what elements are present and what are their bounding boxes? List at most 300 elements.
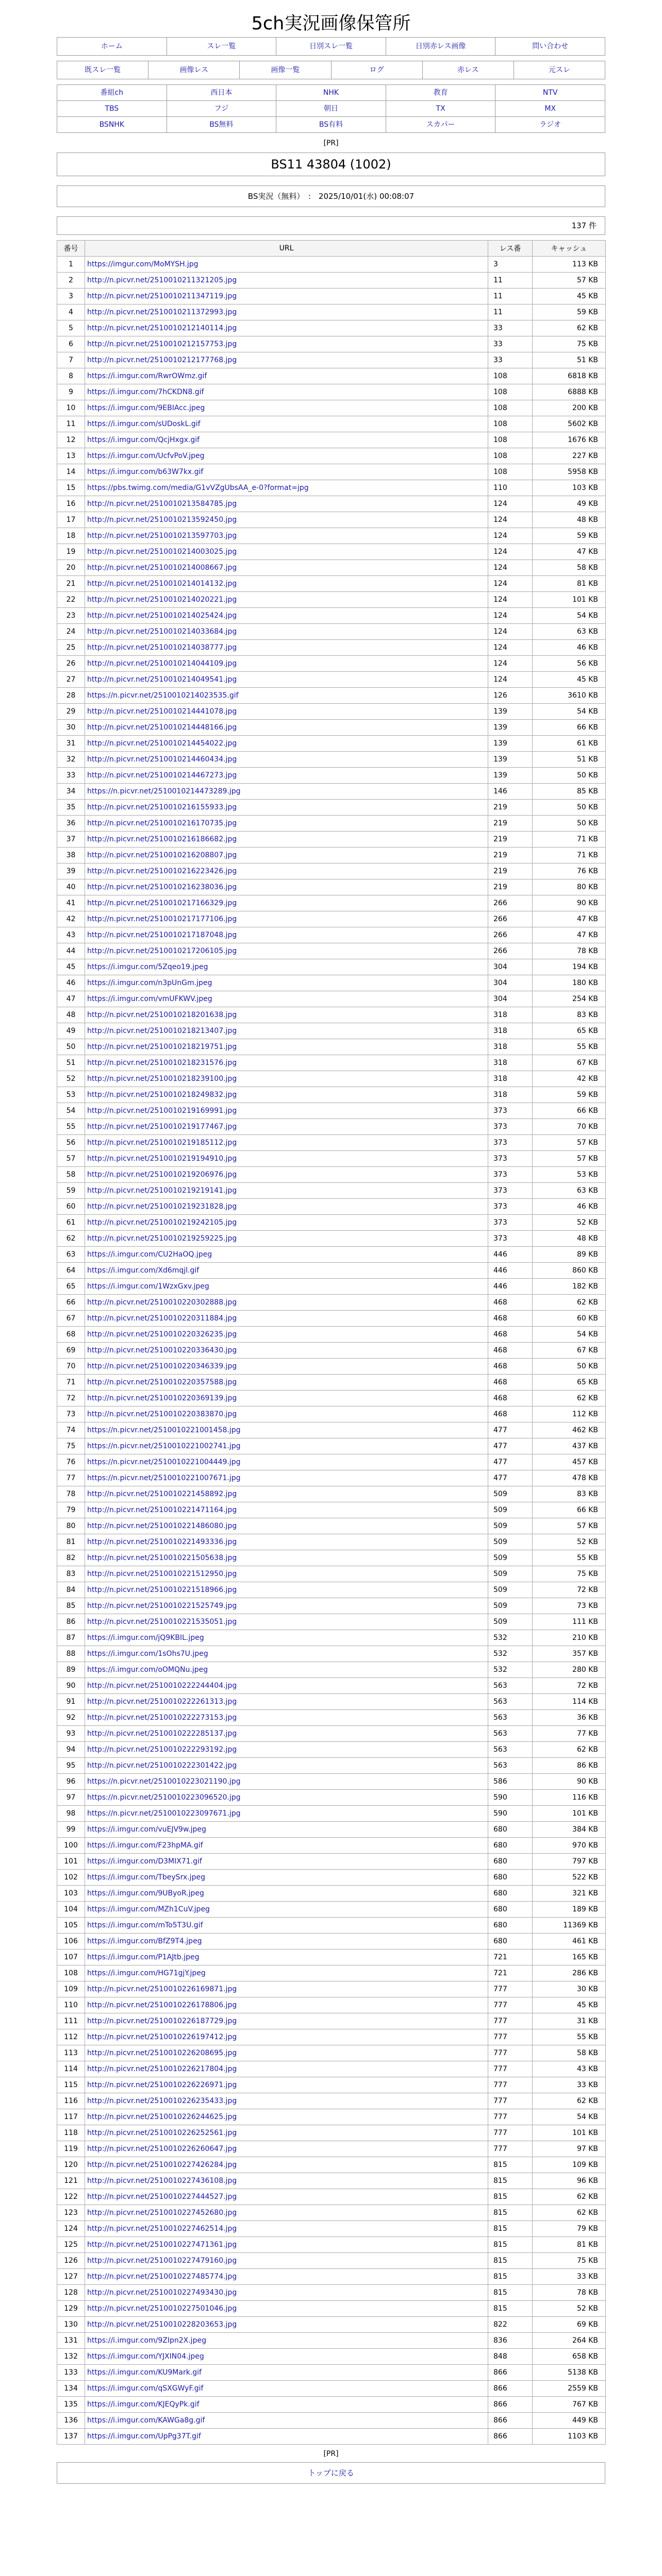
image-url-link[interactable]: https://n.picvr.net/2510010214473289.jpg bbox=[87, 787, 241, 795]
station-link[interactable]: BSNHK bbox=[57, 117, 167, 133]
image-url-link[interactable]: http://n.picvr.net/2510010219259225.jpg bbox=[87, 1234, 237, 1243]
image-url-link[interactable]: http://n.picvr.net/2510010227501046.jpg bbox=[87, 2304, 237, 2313]
row-cache-size: 78 KB bbox=[533, 943, 606, 959]
station-link[interactable]: フジ bbox=[167, 101, 277, 117]
image-url-link[interactable]: http://n.picvr.net/2510010217177106.jpg bbox=[87, 915, 237, 923]
image-url-link[interactable]: https://i.imgur.com/UpPg37T.gif bbox=[87, 2432, 201, 2441]
table-row bbox=[57, 592, 606, 608]
nav-contact[interactable]: 問い合わせ bbox=[495, 38, 605, 56]
table-row bbox=[57, 1167, 606, 1183]
station-link[interactable]: ラジオ bbox=[495, 117, 605, 133]
row-cache-size: 55 KB bbox=[533, 1550, 606, 1566]
image-url-link[interactable]: http://n.picvr.net/2510010227493430.jpg bbox=[87, 2289, 237, 2297]
image-url-link[interactable]: http://n.picvr.net/2510010227479160.jpg bbox=[87, 2257, 237, 2265]
image-url-link[interactable]: http://n.picvr.net/2510010222273153.jpg bbox=[87, 1714, 237, 1722]
image-url-link[interactable]: https://n.picvr.net/2510010214023535.gif bbox=[87, 691, 239, 700]
image-url-link[interactable]: http://n.picvr.net/2510010213592450.jpg bbox=[87, 516, 237, 524]
row-url-cell bbox=[85, 959, 488, 975]
image-url-link[interactable]: http://n.picvr.net/2510010214044109.jpg bbox=[87, 659, 237, 668]
image-url-link[interactable]: http://n.picvr.net/2510010226235433.jpg bbox=[87, 2097, 237, 2105]
row-res-number: 822 bbox=[488, 2317, 533, 2333]
image-url-link[interactable]: http://n.picvr.net/2510010211347119.jpg bbox=[87, 292, 237, 300]
row-res-number: 124 bbox=[488, 544, 533, 560]
row-url-cell bbox=[85, 1822, 488, 1838]
image-url-link[interactable]: http://n.picvr.net/2510010221458892.jpg bbox=[87, 1490, 237, 1498]
image-url-link[interactable]: http://n.picvr.net/2510010220383870.jpg bbox=[87, 1410, 237, 1418]
image-url-link[interactable]: https://i.imgur.com/KAWGa8g.gif bbox=[87, 2416, 205, 2425]
station-link[interactable]: MX bbox=[495, 101, 605, 117]
nav-past-threads[interactable]: 既スレ一覧 bbox=[57, 61, 148, 79]
station-link[interactable]: 番組ch bbox=[57, 85, 167, 101]
image-url-link[interactable]: https://i.imgur.com/7hCKDN8.gif bbox=[87, 388, 204, 396]
image-url-link[interactable]: http://n.picvr.net/2510010221512950.jpg bbox=[87, 1570, 237, 1578]
image-url-link[interactable]: http://n.picvr.net/2510010221505638.jpg bbox=[87, 1554, 237, 1562]
secondary-nav bbox=[57, 61, 605, 79]
row-url-cell bbox=[85, 768, 488, 784]
row-res-number: 219 bbox=[488, 863, 533, 879]
image-url-link[interactable]: https://i.imgur.com/vuEJV9w.jpeg bbox=[87, 1825, 206, 1834]
nav-daily-thread-list[interactable]: 日別スレ一覧 bbox=[276, 38, 386, 56]
row-res-number: 318 bbox=[488, 1087, 533, 1103]
row-res-number: 139 bbox=[488, 720, 533, 736]
image-url-link[interactable]: http://n.picvr.net/2510010219231828.jpg bbox=[87, 1202, 237, 1211]
row-url-cell bbox=[85, 1886, 488, 1902]
image-url-link[interactable]: https://i.imgur.com/9UByoR.jpeg bbox=[87, 1889, 204, 1897]
table-row bbox=[57, 1790, 606, 1806]
image-url-link[interactable]: https://pbs.twimg.com/media/G1vVZgUbsAA_e-0?format=jpg bbox=[87, 484, 309, 492]
table-row bbox=[57, 1726, 606, 1742]
row-url-cell bbox=[85, 512, 488, 528]
page bbox=[57, 0, 605, 2484]
image-url-link[interactable]: http://n.picvr.net/2510010222261313.jpg bbox=[87, 1698, 237, 1706]
image-url-link[interactable]: http://n.picvr.net/2510010221518966.jpg bbox=[87, 1586, 237, 1594]
row-url-cell bbox=[85, 1646, 488, 1662]
image-url-link[interactable]: http://n.picvr.net/2510010214448166.jpg bbox=[87, 723, 237, 732]
row-url-cell bbox=[85, 1087, 488, 1103]
row-url-cell bbox=[85, 1630, 488, 1646]
row-cache-size: 321 KB bbox=[533, 1886, 606, 1902]
station-link[interactable]: BS無料 bbox=[167, 117, 277, 133]
row-number: 127 bbox=[57, 2269, 85, 2285]
row-number: 88 bbox=[57, 1646, 85, 1662]
row-url-cell bbox=[85, 1710, 488, 1726]
row-res-number: 124 bbox=[488, 592, 533, 608]
station-link[interactable]: TBS bbox=[57, 101, 167, 117]
image-url-link[interactable]: http://n.picvr.net/2510010219185112.jpg bbox=[87, 1139, 237, 1147]
row-url-cell bbox=[85, 2381, 488, 2397]
back-to-top-link[interactable]: トップに戻る bbox=[308, 2468, 354, 2478]
station-link[interactable]: 西日本 bbox=[167, 85, 277, 101]
table-row bbox=[57, 512, 606, 528]
image-url-link[interactable]: http://n.picvr.net/2510010226226971.jpg bbox=[87, 2081, 237, 2089]
row-res-number: 563 bbox=[488, 1678, 533, 1694]
row-cache-size: 72 KB bbox=[533, 1582, 606, 1598]
image-url-link[interactable]: https://i.imgur.com/P1AJtb.jpeg bbox=[87, 1953, 200, 1961]
back-to-top bbox=[57, 2462, 605, 2484]
image-url-link[interactable]: http://n.picvr.net/2510010227426284.jpg bbox=[87, 2161, 237, 2169]
image-url-link[interactable]: https://i.imgur.com/vmUFKWV.jpeg bbox=[87, 995, 212, 1003]
image-url-link[interactable]: http://n.picvr.net/2510010211372993.jpg bbox=[87, 308, 237, 316]
image-url-link[interactable]: http://n.picvr.net/2510010227452680.jpg bbox=[87, 2209, 237, 2217]
row-cache-size: 42 KB bbox=[533, 1071, 606, 1087]
image-url-link[interactable]: http://n.picvr.net/2510010214038777.jpg bbox=[87, 643, 237, 652]
image-url-link[interactable]: https://i.imgur.com/KU9Mark.gif bbox=[87, 2368, 202, 2377]
nav-daily-red-res-images[interactable]: 日別赤レス画像 bbox=[386, 38, 496, 56]
image-url-link[interactable]: https://i.imgur.com/n3pUnGm.jpeg bbox=[87, 979, 212, 987]
row-number: 111 bbox=[57, 2013, 85, 2029]
image-url-link[interactable]: http://n.picvr.net/2510010218249832.jpg bbox=[87, 1091, 237, 1099]
image-url-link[interactable]: http://n.picvr.net/2510010218231576.jpg bbox=[87, 1059, 237, 1067]
row-cache-size: 33 KB bbox=[533, 2269, 606, 2285]
nav-image-list[interactable]: 画像一覧 bbox=[240, 61, 331, 79]
row-res-number: 468 bbox=[488, 1327, 533, 1343]
row-cache-size: 59 KB bbox=[533, 304, 606, 320]
image-url-link[interactable]: http://n.picvr.net/2510010220302888.jpg bbox=[87, 1298, 237, 1307]
row-url-cell bbox=[85, 2189, 488, 2205]
image-url-link[interactable]: http://n.picvr.net/2510010226217804.jpg bbox=[87, 2065, 237, 2073]
row-res-number: 124 bbox=[488, 656, 533, 672]
row-number: 15 bbox=[57, 480, 85, 496]
row-url-cell bbox=[85, 1327, 488, 1343]
image-url-link[interactable]: https://i.imgur.com/CU2HaOQ.jpeg bbox=[87, 1250, 212, 1259]
table-row bbox=[57, 1183, 606, 1199]
image-url-link[interactable]: http://n.picvr.net/2510010227471361.jpg bbox=[87, 2241, 237, 2249]
nav-image-res[interactable]: 画像レス bbox=[148, 61, 240, 79]
row-cache-size: 5138 KB bbox=[533, 2365, 606, 2381]
station-link[interactable]: NHK bbox=[276, 85, 386, 101]
table-row bbox=[57, 1454, 606, 1470]
row-number: 28 bbox=[57, 688, 85, 704]
image-url-link[interactable]: https://i.imgur.com/b63W7kx.gif bbox=[87, 468, 204, 476]
image-url-link[interactable]: http://n.picvr.net/2510010219194910.jpg bbox=[87, 1155, 237, 1163]
row-cache-size: 50 KB bbox=[533, 768, 606, 784]
image-url-link[interactable]: http://n.picvr.net/2510010226197412.jpg bbox=[87, 2033, 237, 2041]
image-url-link[interactable]: https://n.picvr.net/2510010221004449.jpg bbox=[87, 1458, 241, 1466]
row-cache-size: 54 KB bbox=[533, 2109, 606, 2125]
image-url-link[interactable]: https://i.imgur.com/BfZ9T4.jpeg bbox=[87, 1937, 202, 1945]
image-url-link[interactable]: http://n.picvr.net/2510010221486080.jpg bbox=[87, 1522, 237, 1530]
table-row bbox=[57, 640, 606, 656]
row-number: 70 bbox=[57, 1359, 85, 1375]
image-url-link[interactable]: http://n.picvr.net/2510010226252561.jpg bbox=[87, 2129, 237, 2137]
table-row bbox=[57, 1822, 606, 1838]
row-res-number: 266 bbox=[488, 927, 533, 943]
image-url-link[interactable]: http://n.picvr.net/2510010222301422.jpg bbox=[87, 1761, 237, 1770]
image-url-link[interactable]: https://i.imgur.com/QcjHxgx.gif bbox=[87, 436, 200, 444]
image-url-link[interactable]: https://i.imgur.com/Xd6mqjl.gif bbox=[87, 1266, 200, 1275]
nav-log[interactable]: ログ bbox=[332, 61, 423, 79]
image-url-link[interactable]: http://n.picvr.net/2510010228203653.jpg bbox=[87, 2320, 237, 2329]
row-cache-size: 54 KB bbox=[533, 608, 606, 624]
image-url-link[interactable]: https://n.picvr.net/2510010223097671.jpg bbox=[87, 1809, 241, 1818]
image-url-link[interactable]: http://n.picvr.net/2510010226187729.jpg bbox=[87, 2017, 237, 2025]
row-res-number: 139 bbox=[488, 736, 533, 752]
row-number: 108 bbox=[57, 1965, 85, 1981]
row-number: 93 bbox=[57, 1726, 85, 1742]
row-url-cell bbox=[85, 448, 488, 464]
image-url-link[interactable]: http://n.picvr.net/2510010212157753.jpg bbox=[87, 340, 237, 348]
image-url-link[interactable]: https://n.picvr.net/2510010221001458.jpg bbox=[87, 1426, 241, 1434]
row-res-number: 468 bbox=[488, 1375, 533, 1391]
row-url-cell bbox=[85, 320, 488, 336]
image-url-link[interactable]: http://n.picvr.net/2510010226178806.jpg bbox=[87, 2001, 237, 2009]
row-cache-size: 111 KB bbox=[533, 1614, 606, 1630]
image-url-link[interactable]: http://n.picvr.net/2510010220357588.jpg bbox=[87, 1378, 237, 1386]
image-url-link[interactable]: http://n.picvr.net/2510010214008667.jpg bbox=[87, 564, 237, 572]
image-url-link[interactable]: http://n.picvr.net/2510010218213407.jpg bbox=[87, 1027, 237, 1035]
row-res-number: 304 bbox=[488, 975, 533, 991]
table-row bbox=[57, 832, 606, 848]
image-url-link[interactable]: http://n.picvr.net/2510010219169991.jpg bbox=[87, 1107, 237, 1115]
table-row bbox=[57, 304, 606, 320]
image-url-link[interactable]: https://i.imgur.com/HG71gjY.jpeg bbox=[87, 1969, 206, 1977]
row-res-number: 815 bbox=[488, 2221, 533, 2237]
row-url-cell bbox=[85, 496, 488, 512]
image-url-link[interactable]: http://n.picvr.net/2510010216155933.jpg bbox=[87, 803, 237, 811]
image-url-link[interactable]: http://n.picvr.net/2510010214003025.jpg bbox=[87, 548, 237, 556]
row-number: 74 bbox=[57, 1422, 85, 1438]
table-row bbox=[57, 2365, 606, 2381]
image-url-link[interactable]: http://n.picvr.net/2510010214020221.jpg bbox=[87, 596, 237, 604]
image-url-link[interactable]: http://n.picvr.net/2510010226169871.jpg bbox=[87, 1985, 237, 1993]
image-url-link[interactable]: https://n.picvr.net/2510010223096520.jpg bbox=[87, 1793, 241, 1802]
image-url-link[interactable]: https://i.imgur.com/RwrOWmz.gif bbox=[87, 372, 207, 380]
image-url-link[interactable]: http://n.picvr.net/2510010221471164.jpg bbox=[87, 1506, 237, 1514]
row-cache-size: 103 KB bbox=[533, 480, 606, 496]
row-cache-size: 45 KB bbox=[533, 672, 606, 688]
station-link[interactable]: 朝日 bbox=[276, 101, 386, 117]
row-number: 5 bbox=[57, 320, 85, 336]
image-url-link[interactable]: http://n.picvr.net/2510010217187048.jpg bbox=[87, 931, 237, 939]
row-url-cell bbox=[85, 1119, 488, 1135]
row-res-number: 33 bbox=[488, 336, 533, 352]
station-link[interactable]: 教育 bbox=[386, 85, 496, 101]
table-row bbox=[57, 927, 606, 943]
nav-red-res[interactable]: 赤レス bbox=[423, 61, 514, 79]
image-url-link[interactable]: http://n.picvr.net/2510010214025424.jpg bbox=[87, 612, 237, 620]
image-url-link[interactable]: http://n.picvr.net/2510010214467273.jpg bbox=[87, 771, 237, 779]
station-link[interactable]: スカパー bbox=[386, 117, 496, 133]
row-res-number: 509 bbox=[488, 1518, 533, 1534]
image-url-link[interactable]: http://n.picvr.net/2510010216223426.jpg bbox=[87, 867, 237, 875]
image-url-link[interactable]: https://i.imgur.com/mTo5T3U.gif bbox=[87, 1921, 203, 1929]
table-row bbox=[57, 1231, 606, 1247]
image-url-link[interactable]: http://n.picvr.net/2510010214454022.jpg bbox=[87, 739, 237, 748]
row-res-number: 815 bbox=[488, 2237, 533, 2253]
row-cache-size: 69 KB bbox=[533, 2317, 606, 2333]
image-url-link[interactable]: http://n.picvr.net/2510010219242105.jpg bbox=[87, 1218, 237, 1227]
table-row bbox=[57, 720, 606, 736]
image-url-link[interactable]: https://i.imgur.com/1sOhs7U.jpeg bbox=[87, 1650, 208, 1658]
station-link[interactable]: BS有料 bbox=[276, 117, 386, 133]
table-row bbox=[57, 2429, 606, 2445]
row-res-number: 721 bbox=[488, 1965, 533, 1981]
table-row bbox=[57, 1502, 606, 1518]
image-url-link[interactable]: https://i.imgur.com/qSXGWyF.gif bbox=[87, 2384, 204, 2393]
table-row bbox=[57, 1678, 606, 1694]
row-number: 126 bbox=[57, 2253, 85, 2269]
row-number: 131 bbox=[57, 2333, 85, 2349]
image-url-link[interactable]: http://n.picvr.net/2510010220369139.jpg bbox=[87, 1394, 237, 1402]
row-url-cell bbox=[85, 688, 488, 704]
image-url-link[interactable]: http://n.picvr.net/2510010219206976.jpg bbox=[87, 1171, 237, 1179]
image-url-link[interactable]: http://n.picvr.net/2510010226244625.jpg bbox=[87, 2113, 237, 2121]
table-row bbox=[57, 2029, 606, 2045]
image-url-link[interactable]: http://n.picvr.net/2510010212177768.jpg bbox=[87, 356, 237, 364]
row-cache-size: 52 KB bbox=[533, 2301, 606, 2317]
row-url-cell bbox=[85, 1502, 488, 1518]
row-res-number: 124 bbox=[488, 512, 533, 528]
row-number: 81 bbox=[57, 1534, 85, 1550]
image-url-link[interactable]: http://n.picvr.net/2510010227485774.jpg bbox=[87, 2273, 237, 2281]
image-url-link[interactable]: http://n.picvr.net/2510010226260647.jpg bbox=[87, 2145, 237, 2153]
row-cache-size: 57 KB bbox=[533, 1518, 606, 1534]
row-res-number: 108 bbox=[488, 384, 533, 400]
row-res-number: 468 bbox=[488, 1295, 533, 1311]
image-url-link[interactable]: https://i.imgur.com/KJEQyPk.gif bbox=[87, 2400, 200, 2409]
image-url-link[interactable]: https://i.imgur.com/oOMQNu.jpeg bbox=[87, 1666, 208, 1674]
nav-original-thread[interactable]: 元スレ bbox=[514, 61, 605, 79]
row-url-cell bbox=[85, 1103, 488, 1119]
image-url-link[interactable]: https://i.imgur.com/9EBIAcc.jpeg bbox=[87, 404, 205, 412]
image-url-link[interactable]: http://n.picvr.net/2510010227462514.jpg bbox=[87, 2225, 237, 2233]
image-url-link[interactable]: http://n.picvr.net/2510010216238036.jpg bbox=[87, 883, 237, 891]
nav-home[interactable]: ホーム bbox=[57, 38, 167, 56]
row-number: 113 bbox=[57, 2045, 85, 2061]
image-url-link[interactable]: http://n.picvr.net/2510010217206105.jpg bbox=[87, 947, 237, 955]
image-url-link[interactable]: https://i.imgur.com/TbeySrx.jpeg bbox=[87, 1873, 205, 1882]
image-url-link[interactable]: http://n.picvr.net/2510010213597703.jpg bbox=[87, 532, 237, 540]
image-url-link[interactable]: https://i.imgur.com/sUDoskL.gif bbox=[87, 420, 201, 428]
table-row bbox=[57, 1406, 606, 1422]
table-row bbox=[57, 975, 606, 991]
image-url-link[interactable]: http://n.picvr.net/2510010219177467.jpg bbox=[87, 1123, 237, 1131]
row-cache-size: 52 KB bbox=[533, 1215, 606, 1231]
image-url-link[interactable]: https://i.imgur.com/jQ9KBIL.jpeg bbox=[87, 1634, 204, 1642]
image-url-link[interactable]: http://n.picvr.net/2510010227444527.jpg bbox=[87, 2193, 237, 2201]
image-url-link[interactable]: http://n.picvr.net/2510010212140114.jpg bbox=[87, 324, 237, 332]
row-cache-size: 286 KB bbox=[533, 1965, 606, 1981]
row-cache-size: 51 KB bbox=[533, 752, 606, 768]
row-cache-size: 36 KB bbox=[533, 1710, 606, 1726]
image-url-link[interactable]: http://n.picvr.net/2510010220336430.jpg bbox=[87, 1346, 237, 1354]
row-url-cell bbox=[85, 2125, 488, 2141]
image-url-link[interactable]: https://i.imgur.com/F23hpMA.gif bbox=[87, 1841, 203, 1850]
row-url-cell bbox=[85, 1934, 488, 1950]
image-url-link[interactable]: http://n.picvr.net/2510010226208695.jpg bbox=[87, 2049, 237, 2057]
image-url-link[interactable]: http://n.picvr.net/2510010214014132.jpg bbox=[87, 580, 237, 588]
image-url-link[interactable]: http://n.picvr.net/2510010218201638.jpg bbox=[87, 1011, 237, 1019]
image-url-link[interactable]: http://n.picvr.net/2510010211321205.jpg bbox=[87, 276, 237, 284]
row-url-cell bbox=[85, 672, 488, 688]
image-url-link[interactable]: https://i.imgur.com/MZh1CuV.jpeg bbox=[87, 1905, 210, 1913]
row-number: 60 bbox=[57, 1199, 85, 1215]
image-url-link[interactable]: https://i.imgur.com/9ZIpn2X.jpeg bbox=[87, 2336, 206, 2345]
row-url-cell bbox=[85, 2221, 488, 2237]
row-res-number: 777 bbox=[488, 1997, 533, 2013]
image-url-link[interactable]: http://n.picvr.net/2510010221525749.jpg bbox=[87, 1602, 237, 1610]
row-res-number: 509 bbox=[488, 1486, 533, 1502]
row-url-cell bbox=[85, 2093, 488, 2109]
row-url-cell bbox=[85, 592, 488, 608]
row-number: 104 bbox=[57, 1902, 85, 1918]
row-cache-size: 70 KB bbox=[533, 1119, 606, 1135]
image-url-link[interactable]: https://n.picvr.net/2510010223021190.jpg bbox=[87, 1777, 241, 1786]
image-url-link[interactable]: http://n.picvr.net/2510010218239100.jpg bbox=[87, 1075, 237, 1083]
image-url-link[interactable]: http://n.picvr.net/2510010222285137.jpg bbox=[87, 1730, 237, 1738]
image-url-link[interactable]: http://n.picvr.net/2510010220346339.jpg bbox=[87, 1362, 237, 1370]
row-res-number: 680 bbox=[488, 1838, 533, 1854]
image-url-link[interactable]: http://n.picvr.net/2510010216170735.jpg bbox=[87, 819, 237, 827]
row-cache-size: 72 KB bbox=[533, 1678, 606, 1694]
row-number: 23 bbox=[57, 608, 85, 624]
row-url-cell bbox=[85, 1279, 488, 1295]
row-res-number: 866 bbox=[488, 2429, 533, 2445]
image-url-link[interactable]: http://n.picvr.net/2510010220326235.jpg bbox=[87, 1330, 237, 1338]
row-number: 118 bbox=[57, 2125, 85, 2141]
image-url-link[interactable]: http://n.picvr.net/2510010214033684.jpg bbox=[87, 628, 237, 636]
row-number: 16 bbox=[57, 496, 85, 512]
row-number: 122 bbox=[57, 2189, 85, 2205]
row-cache-size: 47 KB bbox=[533, 927, 606, 943]
image-url-link[interactable]: https://i.imgur.com/YJXIN04.jpeg bbox=[87, 2352, 204, 2361]
image-url-link[interactable]: http://n.picvr.net/2510010222244404.jpg bbox=[87, 1682, 237, 1690]
row-res-number: 680 bbox=[488, 1918, 533, 1934]
row-cache-size: 75 KB bbox=[533, 336, 606, 352]
image-url-link[interactable]: http://n.picvr.net/2510010214049541.jpg bbox=[87, 675, 237, 684]
image-url-link[interactable]: http://n.picvr.net/2510010219219141.jpg bbox=[87, 1187, 237, 1195]
image-url-link[interactable]: https://i.imgur.com/D3MIX71.gif bbox=[87, 1857, 202, 1866]
row-number: 42 bbox=[57, 911, 85, 927]
table-row bbox=[57, 1135, 606, 1151]
station-link[interactable]: NTV bbox=[495, 85, 605, 101]
row-res-number: 680 bbox=[488, 1886, 533, 1902]
table-row bbox=[57, 1566, 606, 1582]
image-url-link[interactable]: http://n.picvr.net/2510010221493336.jpg bbox=[87, 1538, 237, 1546]
image-url-link[interactable]: http://n.picvr.net/2510010216208807.jpg bbox=[87, 851, 237, 859]
table-row bbox=[57, 959, 606, 975]
image-url-link[interactable]: http://n.picvr.net/2510010214460434.jpg bbox=[87, 755, 237, 764]
image-url-link[interactable]: http://n.picvr.net/2510010222293192.jpg bbox=[87, 1745, 237, 1754]
image-url-link[interactable]: http://n.picvr.net/2510010218219751.jpg bbox=[87, 1043, 237, 1051]
image-url-link[interactable]: https://n.picvr.net/2510010221002741.jpg bbox=[87, 1442, 241, 1450]
row-number: 9 bbox=[57, 384, 85, 400]
row-url-cell bbox=[85, 1870, 488, 1886]
image-url-link[interactable]: http://n.picvr.net/2510010214441078.jpg bbox=[87, 707, 237, 716]
image-url-link[interactable]: http://n.picvr.net/2510010221535051.jpg bbox=[87, 1618, 237, 1626]
row-cache-size: 46 KB bbox=[533, 640, 606, 656]
image-url-link[interactable]: http://n.picvr.net/2510010217166329.jpg bbox=[87, 899, 237, 907]
image-url-link[interactable]: https://i.imgur.com/1WzxGxv.jpeg bbox=[87, 1282, 209, 1291]
nav-thread-list[interactable]: スレ一覧 bbox=[167, 38, 277, 56]
row-cache-size: 165 KB bbox=[533, 1950, 606, 1965]
station-link[interactable]: TX bbox=[386, 101, 496, 117]
image-url-link[interactable]: http://n.picvr.net/2510010220311884.jpg bbox=[87, 1314, 237, 1323]
image-url-link[interactable]: https://i.imgur.com/5Zqeo19.jpeg bbox=[87, 963, 208, 971]
image-url-link[interactable]: https://imgur.com/MoMYSH.jpg bbox=[87, 260, 198, 268]
image-url-link[interactable]: https://i.imgur.com/UcfvPoV.jpeg bbox=[87, 452, 205, 460]
image-url-link[interactable]: http://n.picvr.net/2510010213584785.jpg bbox=[87, 500, 237, 508]
row-res-number: 777 bbox=[488, 2109, 533, 2125]
row-res-number: 815 bbox=[488, 2157, 533, 2173]
row-cache-size: 50 KB bbox=[533, 816, 606, 832]
row-cache-size: 50 KB bbox=[533, 1359, 606, 1375]
image-url-link[interactable]: http://n.picvr.net/2510010216186682.jpg bbox=[87, 835, 237, 843]
row-cache-size: 860 KB bbox=[533, 1263, 606, 1279]
row-number: 59 bbox=[57, 1183, 85, 1199]
image-url-link[interactable]: http://n.picvr.net/2510010227436108.jpg bbox=[87, 2177, 237, 2185]
image-url-link[interactable]: https://n.picvr.net/2510010221007671.jpg bbox=[87, 1474, 241, 1482]
